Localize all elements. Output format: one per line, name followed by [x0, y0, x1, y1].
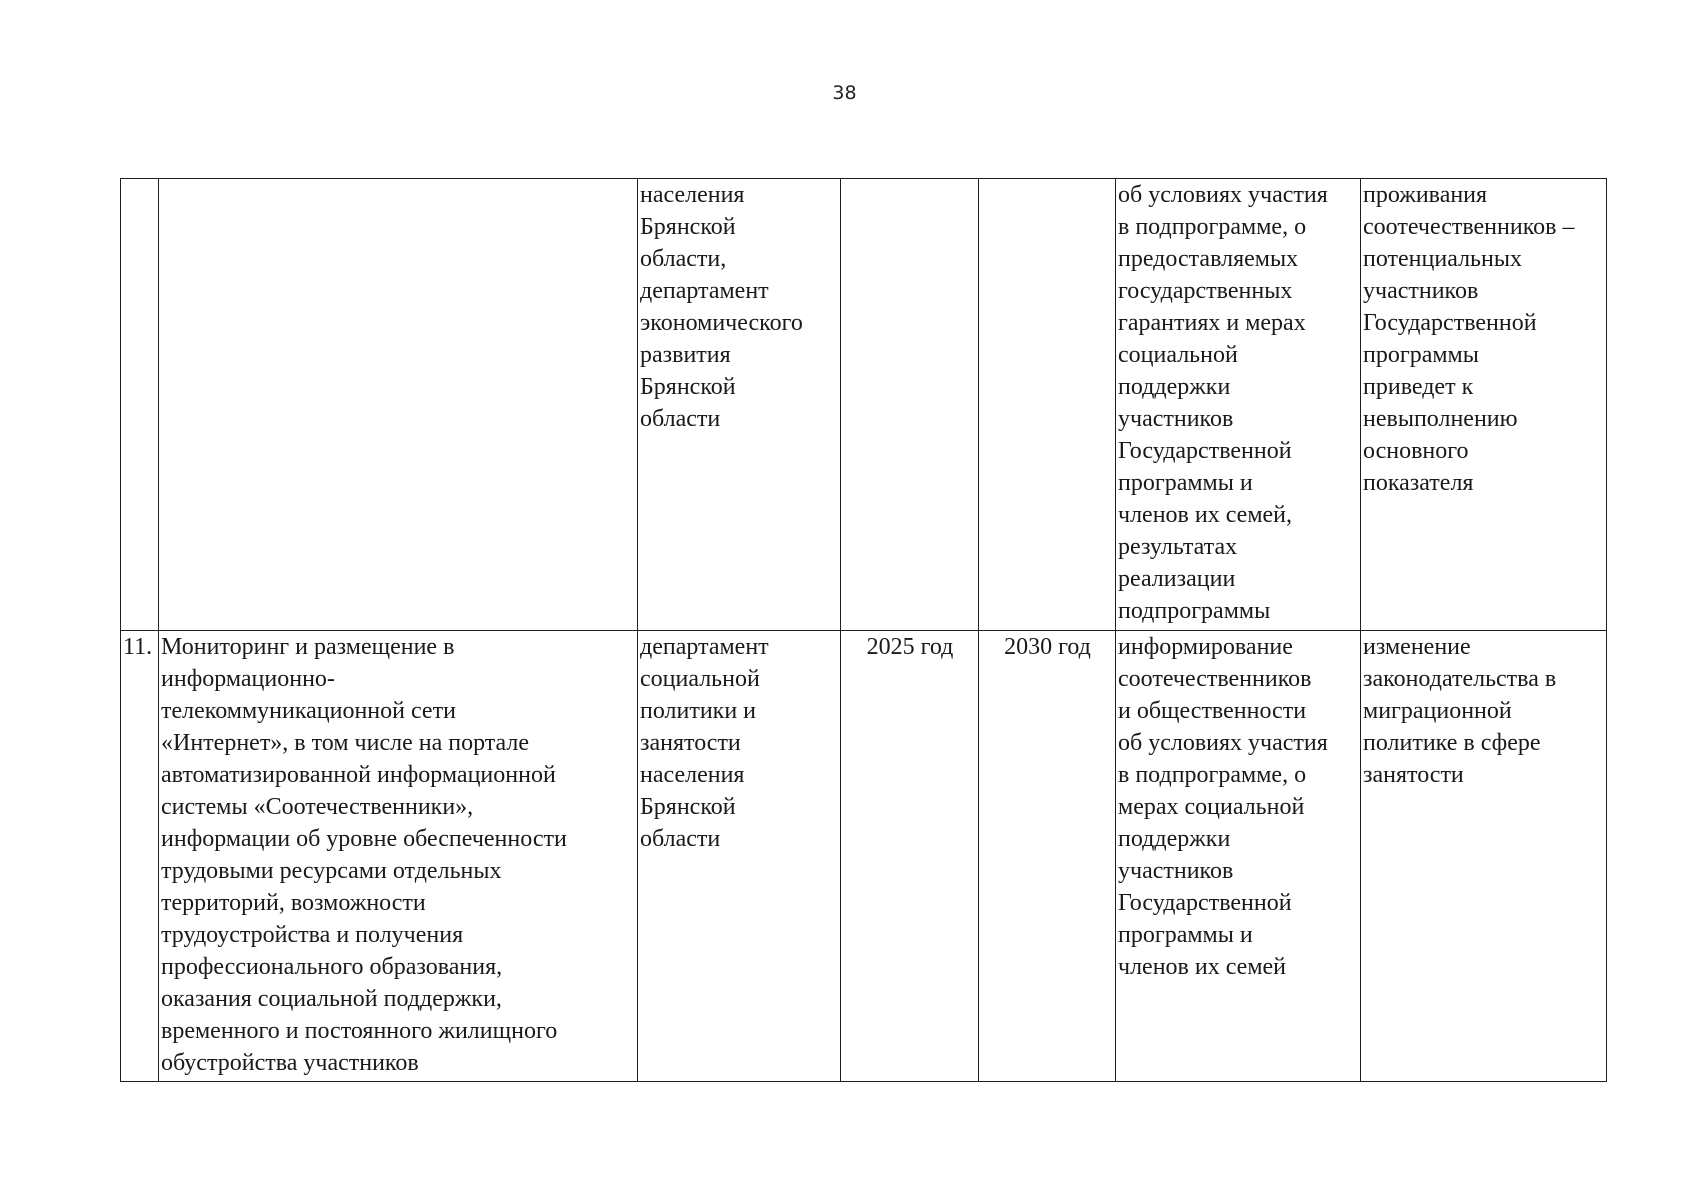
measures-table: [120, 178, 1607, 1082]
table-row: [121, 179, 1607, 631]
consequences-cell: проживания соотечественников – потенциальных участников Государственной программы приведет к невыполнению основного показателя: [1361, 179, 1607, 631]
row-number-cell: [121, 179, 159, 631]
result-cell: информирование соотечественников и общественности об условиях участия в подпрограмме, о мерах социальной поддержки участников Государственной программы и членов их семей: [1116, 631, 1361, 1082]
row-number-cell: 11.: [121, 631, 159, 1082]
end-year-cell: [979, 179, 1116, 631]
result-cell: об условиях участия в подпрограмме, о предоставляемых государственных гарантиях и мерах социальной поддержки участников Государственной программы и членов их семей, результатах реализации подпрограммы: [1116, 179, 1361, 631]
page-number: 38: [832, 82, 857, 104]
action-cell: Мониторинг и размещение в информационно- телекоммуникационной сети «Интернет», в том числе на портале автоматизированной информационной системы «Соотечественники», информации об уровне обеспеченности трудовыми ресурсами отдельных территорий, возможности трудоустройства и получения профессионального образования, оказания социальной поддержки, временного и постоянного жилищного обустройства участников: [159, 631, 638, 1082]
start-year-cell: 2025 год: [841, 631, 979, 1082]
action-cell: [159, 179, 638, 631]
executor-cell: департамент социальной политики и занятости населения Брянской области: [638, 631, 841, 1082]
consequences-cell: изменение законодательства в миграционной политике в сфере занятости: [1361, 631, 1607, 1082]
executor-cell: населения Брянской области, департамент экономического развития Брянской области: [638, 179, 841, 631]
end-year-cell: 2030 год: [979, 631, 1116, 1082]
table-row: [121, 631, 1607, 1082]
start-year-cell: [841, 179, 979, 631]
